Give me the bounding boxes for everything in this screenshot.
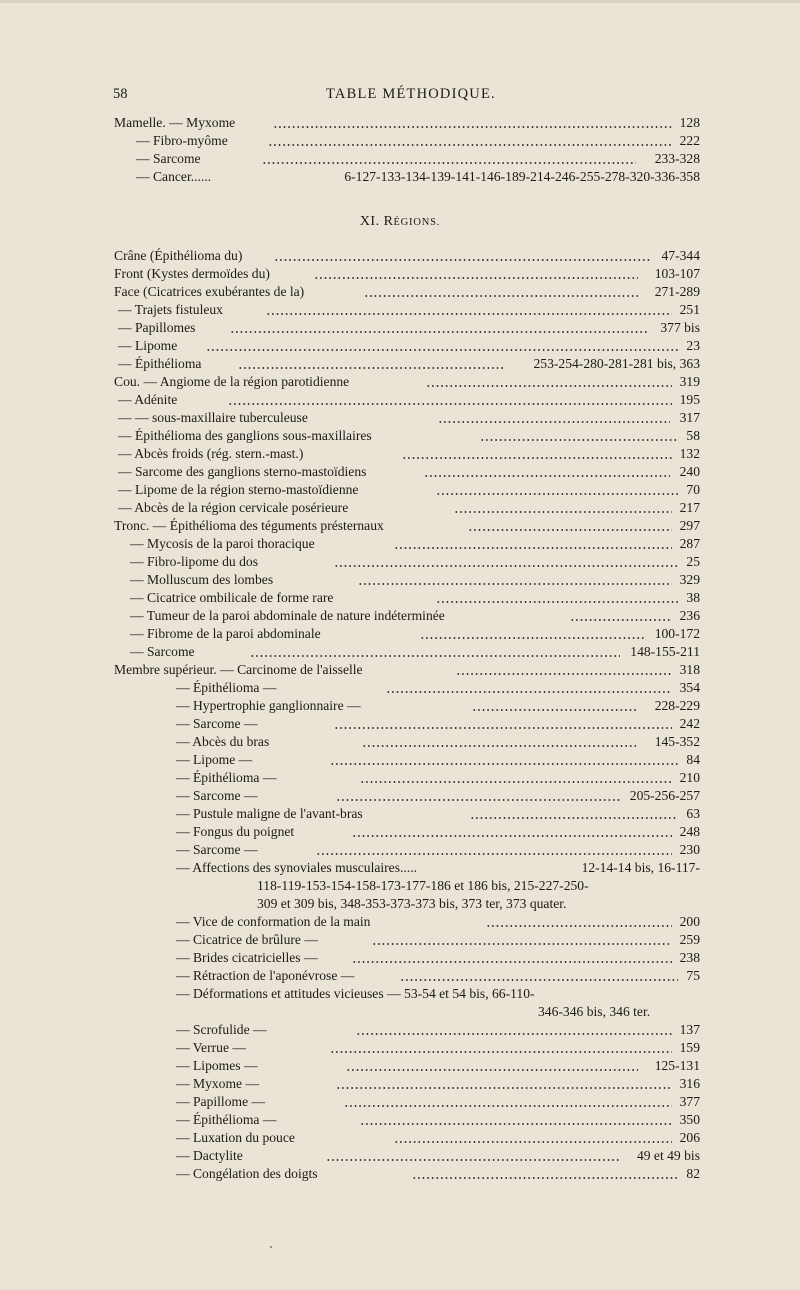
leader-dots [352, 835, 672, 837]
entry-heading: — Épithélioma — [176, 1112, 277, 1127]
entry-heading: — Épithélioma [118, 356, 202, 371]
leader-dots [426, 385, 672, 387]
index-entry [118, 391, 700, 409]
entry-pages: 354 [679, 680, 700, 695]
leader-dots [206, 349, 678, 351]
index-entry [118, 409, 700, 427]
entry-pages: 377 bis [660, 320, 700, 335]
leader-dots [420, 637, 646, 639]
index-entry [176, 715, 700, 733]
leader-dots [362, 745, 636, 747]
index-entry [176, 949, 700, 967]
leader-dots [472, 709, 636, 711]
entry-heading: — Sarcome des ganglions sterno-mastoïdiens [118, 464, 367, 479]
entry-heading: — Adénite [118, 392, 178, 407]
entry-heading: — Cicatrice de brûlure — [176, 932, 318, 947]
entry-pages: 228-229 [654, 698, 700, 713]
entry-heading: Crâne (Épithélioma du) [114, 248, 243, 263]
entry-pages: 6-127-133-134-139-141-146-189-214-246-255-278-320-336-358 [344, 169, 700, 184]
entry-heading: Face (Cicatrices exubérantes de la) [114, 284, 305, 299]
leader-dots [358, 583, 672, 585]
entry-pages: 49 et 49 bis [636, 1148, 700, 1163]
index-entry [176, 985, 700, 1003]
index-entry [130, 625, 700, 643]
leader-dots [386, 691, 672, 693]
running-title: TABLE MÉTHODIQUE. [326, 86, 496, 102]
leader-dots [570, 619, 672, 621]
leader-dots [230, 331, 648, 333]
leader-dots [364, 295, 638, 297]
index-entry [136, 132, 700, 150]
entry-pages: 100-172 [654, 626, 700, 641]
leader-dots [334, 727, 672, 729]
entry-pages: 58 [686, 428, 700, 443]
entry-heading: — Cancer...... [136, 169, 212, 184]
index-entry [176, 859, 700, 877]
entry-pages: 82 [686, 1166, 700, 1181]
leader-dots [274, 259, 650, 261]
entry-heading: — Fibrome de la paroi abdominale [130, 626, 321, 641]
entry-heading: — Épithélioma — [176, 770, 277, 785]
leader-dots [268, 144, 672, 146]
index-entry [176, 1093, 700, 1111]
entry-heading: — Sarcome [136, 151, 201, 166]
entry-pages: 128 [679, 115, 700, 130]
index-entry [176, 913, 700, 931]
entry-heading: — Luxation du pouce [176, 1130, 295, 1145]
index-entry [130, 643, 700, 661]
leader-dots [480, 439, 678, 441]
index-entry [130, 553, 700, 571]
entry-heading: — Dactylite [176, 1148, 243, 1163]
index-entry [176, 697, 700, 715]
section-number: XI. [359, 214, 384, 229]
entry-heading: — Scrofulide — [176, 1022, 267, 1037]
index-entry [176, 1057, 700, 1075]
index-entry [176, 1165, 700, 1183]
entry-heading: — Sarcome — [176, 842, 258, 857]
index-entry [130, 535, 700, 553]
index-entry [176, 841, 700, 859]
leader-dots [330, 1051, 672, 1053]
entry-pages: 236 [679, 608, 700, 623]
index-entry [176, 679, 700, 697]
section-initial: R [383, 214, 394, 229]
index-entry [114, 283, 700, 301]
leader-dots [228, 403, 672, 405]
leader-dots [456, 673, 672, 675]
entry-pages: 253-254-280-281-281 bis, 363 [533, 356, 700, 371]
leader-dots [436, 601, 678, 603]
index-entry [176, 1129, 700, 1147]
entry-pages: 242 [679, 716, 700, 731]
leader-dots [394, 547, 672, 549]
entry-pages: 205-256-257 [629, 788, 700, 803]
leader-dots [356, 1033, 672, 1035]
index-entry [136, 168, 700, 186]
index-entry [176, 931, 700, 949]
entry-pages: 259 [679, 932, 700, 947]
entry-pages: 319 [679, 374, 700, 389]
entry-pages: 287 [679, 536, 700, 551]
print-speck [270, 1246, 272, 1248]
entry-heading: — Papillome — [176, 1094, 266, 1109]
index-entry [118, 463, 700, 481]
index-entry [176, 787, 700, 805]
entry-heading: Front (Kystes dermoïdes du) [114, 266, 270, 281]
entry-heading: — — sous-maxillaire tuberculeuse [118, 410, 308, 425]
entry-heading: — Myxome — [176, 1076, 260, 1091]
index-entry [130, 571, 700, 589]
leader-dots [336, 1087, 672, 1089]
entry-heading: — Sarcome — [176, 716, 258, 731]
entry-continuation: 118-119-153-154-158-173-177-186 et 186 bis, 215-227-250- [257, 878, 589, 893]
entry-heading: — Cicatrice ombilicale de forme rare [130, 590, 334, 605]
index-entry [114, 114, 700, 132]
index-entry [176, 751, 700, 769]
entry-pages: 25 [686, 554, 700, 569]
index-entry [114, 265, 700, 283]
leader-dots [266, 313, 672, 315]
entry-continuation: 309 et 309 bis, 348-353-373-373 bis, 373 ter, 373 quater. [257, 896, 567, 911]
entry-pages: 70 [686, 482, 700, 497]
leader-dots [273, 126, 672, 128]
entry-pages: 377 [679, 1094, 700, 1109]
entry-heading: — Lipome — [176, 752, 253, 767]
leader-dots [412, 1177, 678, 1179]
index-entry [118, 319, 700, 337]
entry-heading: — Lipome de la région sterno-mastoïdienne [118, 482, 359, 497]
index-entry [176, 733, 700, 751]
entry-heading: — Fibro-myôme [136, 133, 228, 148]
index-entry [118, 481, 700, 499]
entry-pages: 23 [686, 338, 700, 353]
index-entry [176, 967, 700, 985]
entry-heading: — Affections des synoviales musculaires..... [176, 860, 417, 875]
entry-pages: 210 [679, 770, 700, 785]
entry-pages: 148-155-211 [630, 644, 700, 659]
entry-pages: 125-131 [654, 1058, 700, 1073]
entry-pages: 132 [679, 446, 700, 461]
entry-pages: 317 [679, 410, 700, 425]
index-entry [176, 769, 700, 787]
page-number: 58 [113, 86, 128, 102]
entry-pages: 195 [679, 392, 700, 407]
leader-dots [334, 565, 678, 567]
index-entry [118, 337, 700, 355]
index-entry [176, 805, 700, 823]
entry-heading: — Lipome [118, 338, 178, 353]
entry-heading: — Sarcome [130, 644, 195, 659]
entry-pages: 222 [679, 133, 700, 148]
index-entry [114, 247, 700, 265]
entry-pages: 63 [686, 806, 700, 821]
entry-heading: — Mycosis de la paroi thoracique [130, 536, 315, 551]
entry-heading: — Déformations et attitudes vicieuses — 53-54 et 54 bis, 66-110- [176, 986, 535, 1001]
leader-dots [352, 961, 672, 963]
entry-pages: 159 [679, 1040, 700, 1055]
entry-heading: Cou. — Angiome de la région parotidienne [114, 374, 350, 389]
index-entry [114, 517, 700, 535]
entry-pages: 297 [679, 518, 700, 533]
entry-pages: 75 [686, 968, 700, 983]
entry-pages: 145-352 [654, 734, 700, 749]
leader-dots [336, 799, 620, 801]
index-entry [176, 1111, 700, 1129]
index-entry [118, 355, 700, 373]
entry-pages: 318 [679, 662, 700, 677]
leader-dots [470, 817, 678, 819]
leader-dots [346, 1069, 638, 1071]
entry-heading: — Verrue — [176, 1040, 246, 1055]
leader-dots [360, 1123, 672, 1125]
entry-pages: 47-344 [661, 248, 700, 263]
entry-heading: — Lipomes — [176, 1058, 258, 1073]
index-entry [176, 1147, 700, 1165]
leader-dots [344, 1105, 672, 1107]
entry-heading: — Pustule maligne de l'avant-bras [176, 806, 363, 821]
entry-pages: 271-289 [654, 284, 700, 299]
index-entry [118, 445, 700, 463]
entry-heading: — Fibro-lipome du dos [130, 554, 259, 569]
leader-dots [316, 853, 672, 855]
entry-pages: 316 [679, 1076, 700, 1091]
section-title-rest: ÉGIONS. [393, 217, 441, 228]
index-entry [130, 589, 700, 607]
entry-pages: 350 [679, 1112, 700, 1127]
entry-heading: — Brides cicatricielles — [176, 950, 318, 965]
leader-dots [394, 1141, 672, 1143]
leader-dots [372, 943, 672, 945]
index-entry [176, 1039, 700, 1057]
index-entry [114, 661, 700, 679]
entry-pages: 329 [679, 572, 700, 587]
entry-heading: — Abcès de la région cervicale posérieure [118, 500, 349, 515]
leader-dots [330, 763, 678, 765]
entry-pages: 12-14-14 bis, 16-117- [581, 860, 700, 875]
entry-pages: 248 [679, 824, 700, 839]
leader-dots [436, 493, 678, 495]
entry-heading: — Sarcome — [176, 788, 258, 803]
entry-heading: — Papillomes [118, 320, 196, 335]
leader-dots [238, 367, 504, 369]
entry-heading: — Congélation des doigts [176, 1166, 318, 1181]
entry-heading: — Rétraction de l'aponévrose — [176, 968, 355, 983]
entry-pages: 200 [679, 914, 700, 929]
entry-continuation: 346-346 bis, 346 ter. [538, 1004, 651, 1019]
entry-heading: — Abcès du bras [176, 734, 270, 749]
entry-pages: 84 [686, 752, 700, 767]
leader-dots [400, 979, 678, 981]
index-entry [114, 373, 700, 391]
leader-dots [250, 655, 620, 657]
entry-pages: 103-107 [654, 266, 700, 281]
entry-heading: — Tumeur de la paroi abdominale de nature indéterminée [130, 608, 445, 623]
leader-dots [314, 277, 638, 279]
leader-dots [486, 925, 672, 927]
entry-heading: — Molluscum des lombes [130, 572, 274, 587]
entry-heading: — Vice de conformation de la main [176, 914, 371, 929]
entry-pages: 251 [679, 302, 700, 317]
entry-heading: — Abcès froids (rég. stern.-mast.) [118, 446, 304, 461]
entry-pages: 137 [679, 1022, 700, 1037]
index-entry [176, 1021, 700, 1039]
index-entry [118, 301, 700, 319]
entry-heading: Membre supérieur. — Carcinome de l'aisselle [114, 662, 363, 677]
entry-heading: — Trajets fistuleux [118, 302, 223, 317]
leader-dots [262, 162, 636, 164]
index-entry [130, 607, 700, 625]
entry-heading: — Hypertrophie ganglionnaire — [176, 698, 361, 713]
leader-dots [438, 421, 670, 423]
index-entry [118, 427, 700, 445]
entry-heading: Mamelle. — Myxome [114, 115, 236, 130]
entry-heading: — Fongus du poignet [176, 824, 295, 839]
index-entry [118, 499, 700, 517]
entry-pages: 38 [686, 590, 700, 605]
index-entry [136, 150, 700, 168]
entry-heading: — Épithélioma des ganglions sous-maxillaires [118, 428, 372, 443]
entry-pages: 230 [679, 842, 700, 857]
leader-dots [326, 1159, 620, 1161]
entry-pages: 217 [679, 500, 700, 515]
entry-pages: 238 [679, 950, 700, 965]
entry-pages: 240 [679, 464, 700, 479]
entry-pages: 233-328 [654, 151, 700, 166]
leader-dots [424, 475, 670, 477]
leader-dots [402, 457, 672, 459]
leader-dots [468, 529, 672, 531]
entry-heading: Tronc. — Épithélioma des téguments présternaux [114, 518, 384, 533]
index-entry [176, 823, 700, 841]
entry-heading: — Épithélioma — [176, 680, 277, 695]
index-entry [176, 1075, 700, 1093]
entry-pages: 206 [679, 1130, 700, 1145]
leader-dots [360, 781, 672, 783]
leader-dots [454, 511, 672, 513]
